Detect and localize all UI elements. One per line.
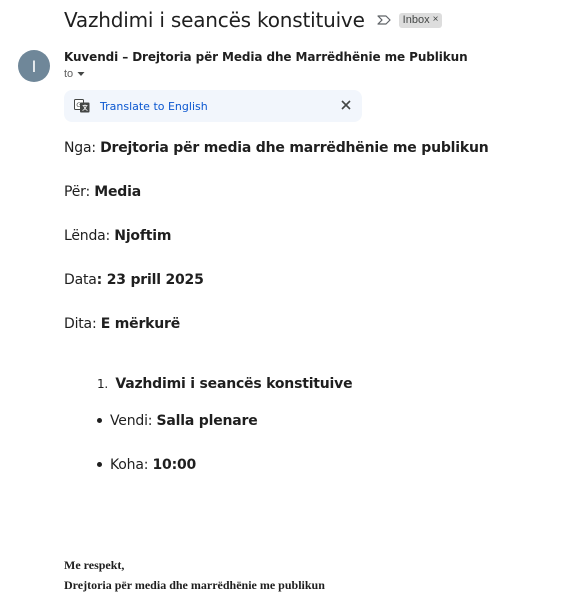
translate-link[interactable]: Translate to English <box>100 99 208 113</box>
from-label: Nga: <box>64 140 96 156</box>
subject-value: Njoftim <box>114 228 172 244</box>
sender-avatar[interactable] <box>18 50 50 82</box>
place-value: Salla plenare <box>156 413 258 429</box>
label-chip-remove-icon[interactable]: × <box>432 14 439 25</box>
body-from-line <box>64 140 489 156</box>
importance-marker-icon[interactable] <box>377 15 391 25</box>
place-label: Vendi: <box>110 413 153 429</box>
to-value: Media <box>94 184 141 200</box>
signature-closing: Me respekt, <box>64 558 125 572</box>
translate-banner <box>64 90 362 122</box>
email-subject-row <box>64 6 442 34</box>
from-value: Drejtoria për media dhe marrëdhënie me publikun <box>100 140 489 156</box>
sender-name[interactable]: Kuvendi – Drejtoria për Media dhe Marrëdhënie me Publikun <box>64 50 468 64</box>
close-icon[interactable] <box>339 98 353 112</box>
body-to-line <box>64 184 141 200</box>
day-value: E mërkurë <box>100 316 181 332</box>
agenda-number: 1. <box>97 377 109 391</box>
svg-text:G: G <box>76 101 82 109</box>
agenda-list-item <box>97 376 352 392</box>
email-subject: Vazhdimi i seancës konstituive <box>64 8 365 32</box>
time-list-item <box>97 457 196 473</box>
label-chip-inbox[interactable] <box>399 13 443 28</box>
translate-icon <box>74 99 90 113</box>
label-chip-text: Inbox <box>402 13 430 26</box>
signature-organization: Drejtoria për media dhe marrëdhënie me publikun <box>64 578 325 592</box>
time-label: Koha: <box>110 457 149 473</box>
body-date-line <box>64 272 204 288</box>
bullet-icon <box>97 418 102 423</box>
to-label: to <box>64 68 74 80</box>
agenda-item-text: Vazhdimi i seancës konstituive <box>115 376 353 392</box>
date-label: Data <box>64 272 97 288</box>
body-subject-line <box>64 228 171 244</box>
recipient-details-toggle[interactable] <box>64 68 85 80</box>
chevron-down-icon[interactable] <box>77 68 85 80</box>
avatar-initial: I <box>31 56 37 76</box>
body-day-line <box>64 316 180 332</box>
time-value: 10:00 <box>152 457 197 473</box>
to-label-body: Për: <box>64 184 90 200</box>
subject-label: Lënda: <box>64 228 111 244</box>
day-label: Dita: <box>64 316 97 332</box>
place-list-item <box>97 413 258 429</box>
date-value: : 23 prill 2025 <box>96 272 204 288</box>
bullet-icon <box>97 462 102 467</box>
